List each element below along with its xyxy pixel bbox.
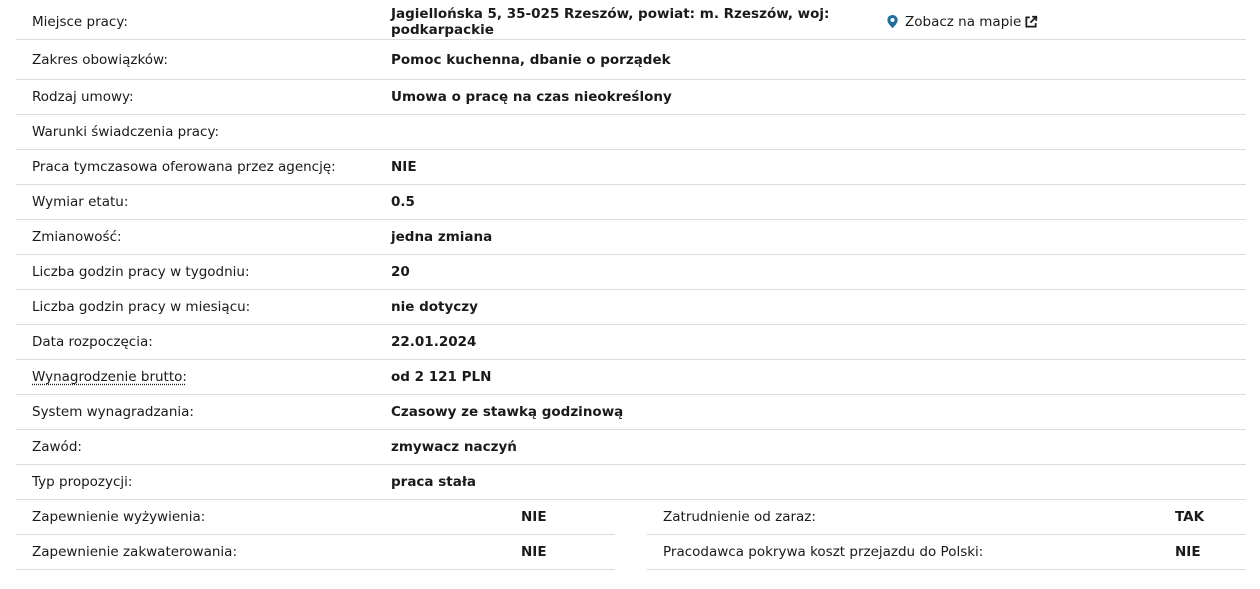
detail-row-work-conditions [16,115,1246,150]
detail-value: 0.5 [391,194,415,210]
detail-value: Czasowy ze stawką godzinową [391,404,624,420]
gross-salary-tooltip-trigger[interactable]: Wynagrodzenie brutto: [32,369,187,385]
detail-value: NIE [521,509,547,525]
detail-value: Pomoc kuchenna, dbanie o porządek [391,51,671,68]
detail-label: Zatrudnienie od zaraz: [663,509,816,525]
detail-value: NIE [521,544,547,560]
map-pin-icon [885,14,900,29]
detail-value: zmywacz naczyń [391,439,517,455]
detail-label: Data rozpoczęcia: [32,334,153,350]
detail-row-offer-type [16,465,1246,500]
detail-left-column [16,500,615,570]
detail-row-weekly-hours [16,255,1246,290]
detail-row-monthly-hours [16,290,1246,325]
detail-row-meals [16,500,615,535]
detail-label: Liczba godzin pracy w miesiącu: [32,299,251,315]
detail-label: Rodzaj umowy: [32,89,134,105]
detail-label: Wymiar etatu: [32,194,129,210]
detail-label: Typ propozycji: [32,474,133,490]
detail-label: Pracodawca pokrywa koszt przejazdu do Polski: [663,544,984,560]
detail-label: Zapewnienie wyżywienia: [32,509,206,525]
show-on-map-link[interactable] [885,14,1038,30]
detail-value: od 2 121 PLN [391,369,492,385]
detail-split-section [16,500,1246,570]
detail-row-pay-system [16,395,1246,430]
detail-row-workplace [16,4,1246,40]
detail-value: TAK [1175,509,1205,525]
detail-value: jedna zmiana [391,229,493,245]
detail-label: Zapewnienie zakwaterowania: [32,544,237,560]
detail-row-shifts [16,220,1246,255]
show-on-map-label[interactable]: Zobacz na mapie [905,13,1022,30]
detail-row-occupation [16,430,1246,465]
detail-right-column [647,500,1246,570]
detail-label: System wynagradzania: [32,404,194,420]
detail-value: nie dotyczy [391,299,478,315]
detail-value: 20 [391,264,410,280]
detail-row-gross-salary [16,360,1246,395]
detail-label: Zawód: [32,439,82,455]
detail-row-duties [16,40,1246,80]
detail-value: Umowa o pracę na czas nieokreślony [391,89,672,105]
detail-row-accommodation [16,535,615,570]
detail-row-immediate-employment [647,500,1246,535]
detail-label: Zakres obowiązków: [32,51,168,68]
detail-label [16,369,391,385]
detail-value: NIE [1175,544,1201,560]
detail-label: Praca tymczasowa oferowana przez agencję: [32,159,336,175]
detail-value: praca stała [391,474,476,490]
detail-row-contract-type [16,80,1246,115]
external-link-icon [1024,15,1038,29]
detail-value: NIE [391,159,417,175]
detail-row-work-time [16,185,1246,220]
detail-row-temp-agency [16,150,1246,185]
detail-value-address: Jagiellońska 5, 35-025 Rzeszów, powiat: m. Rzeszów, woj: podkarpackie [391,5,830,38]
detail-row-travel-cost [647,535,1246,570]
detail-label: Warunki świadczenia pracy: [32,124,220,140]
detail-value: 22.01.2024 [391,334,477,350]
detail-label: Zmianowość: [32,229,122,245]
detail-label: Miejsce pracy: [32,13,128,30]
detail-label: Liczba godzin pracy w tygodniu: [32,264,250,280]
detail-row-start-date [16,325,1246,360]
job-details-table [16,4,1246,570]
